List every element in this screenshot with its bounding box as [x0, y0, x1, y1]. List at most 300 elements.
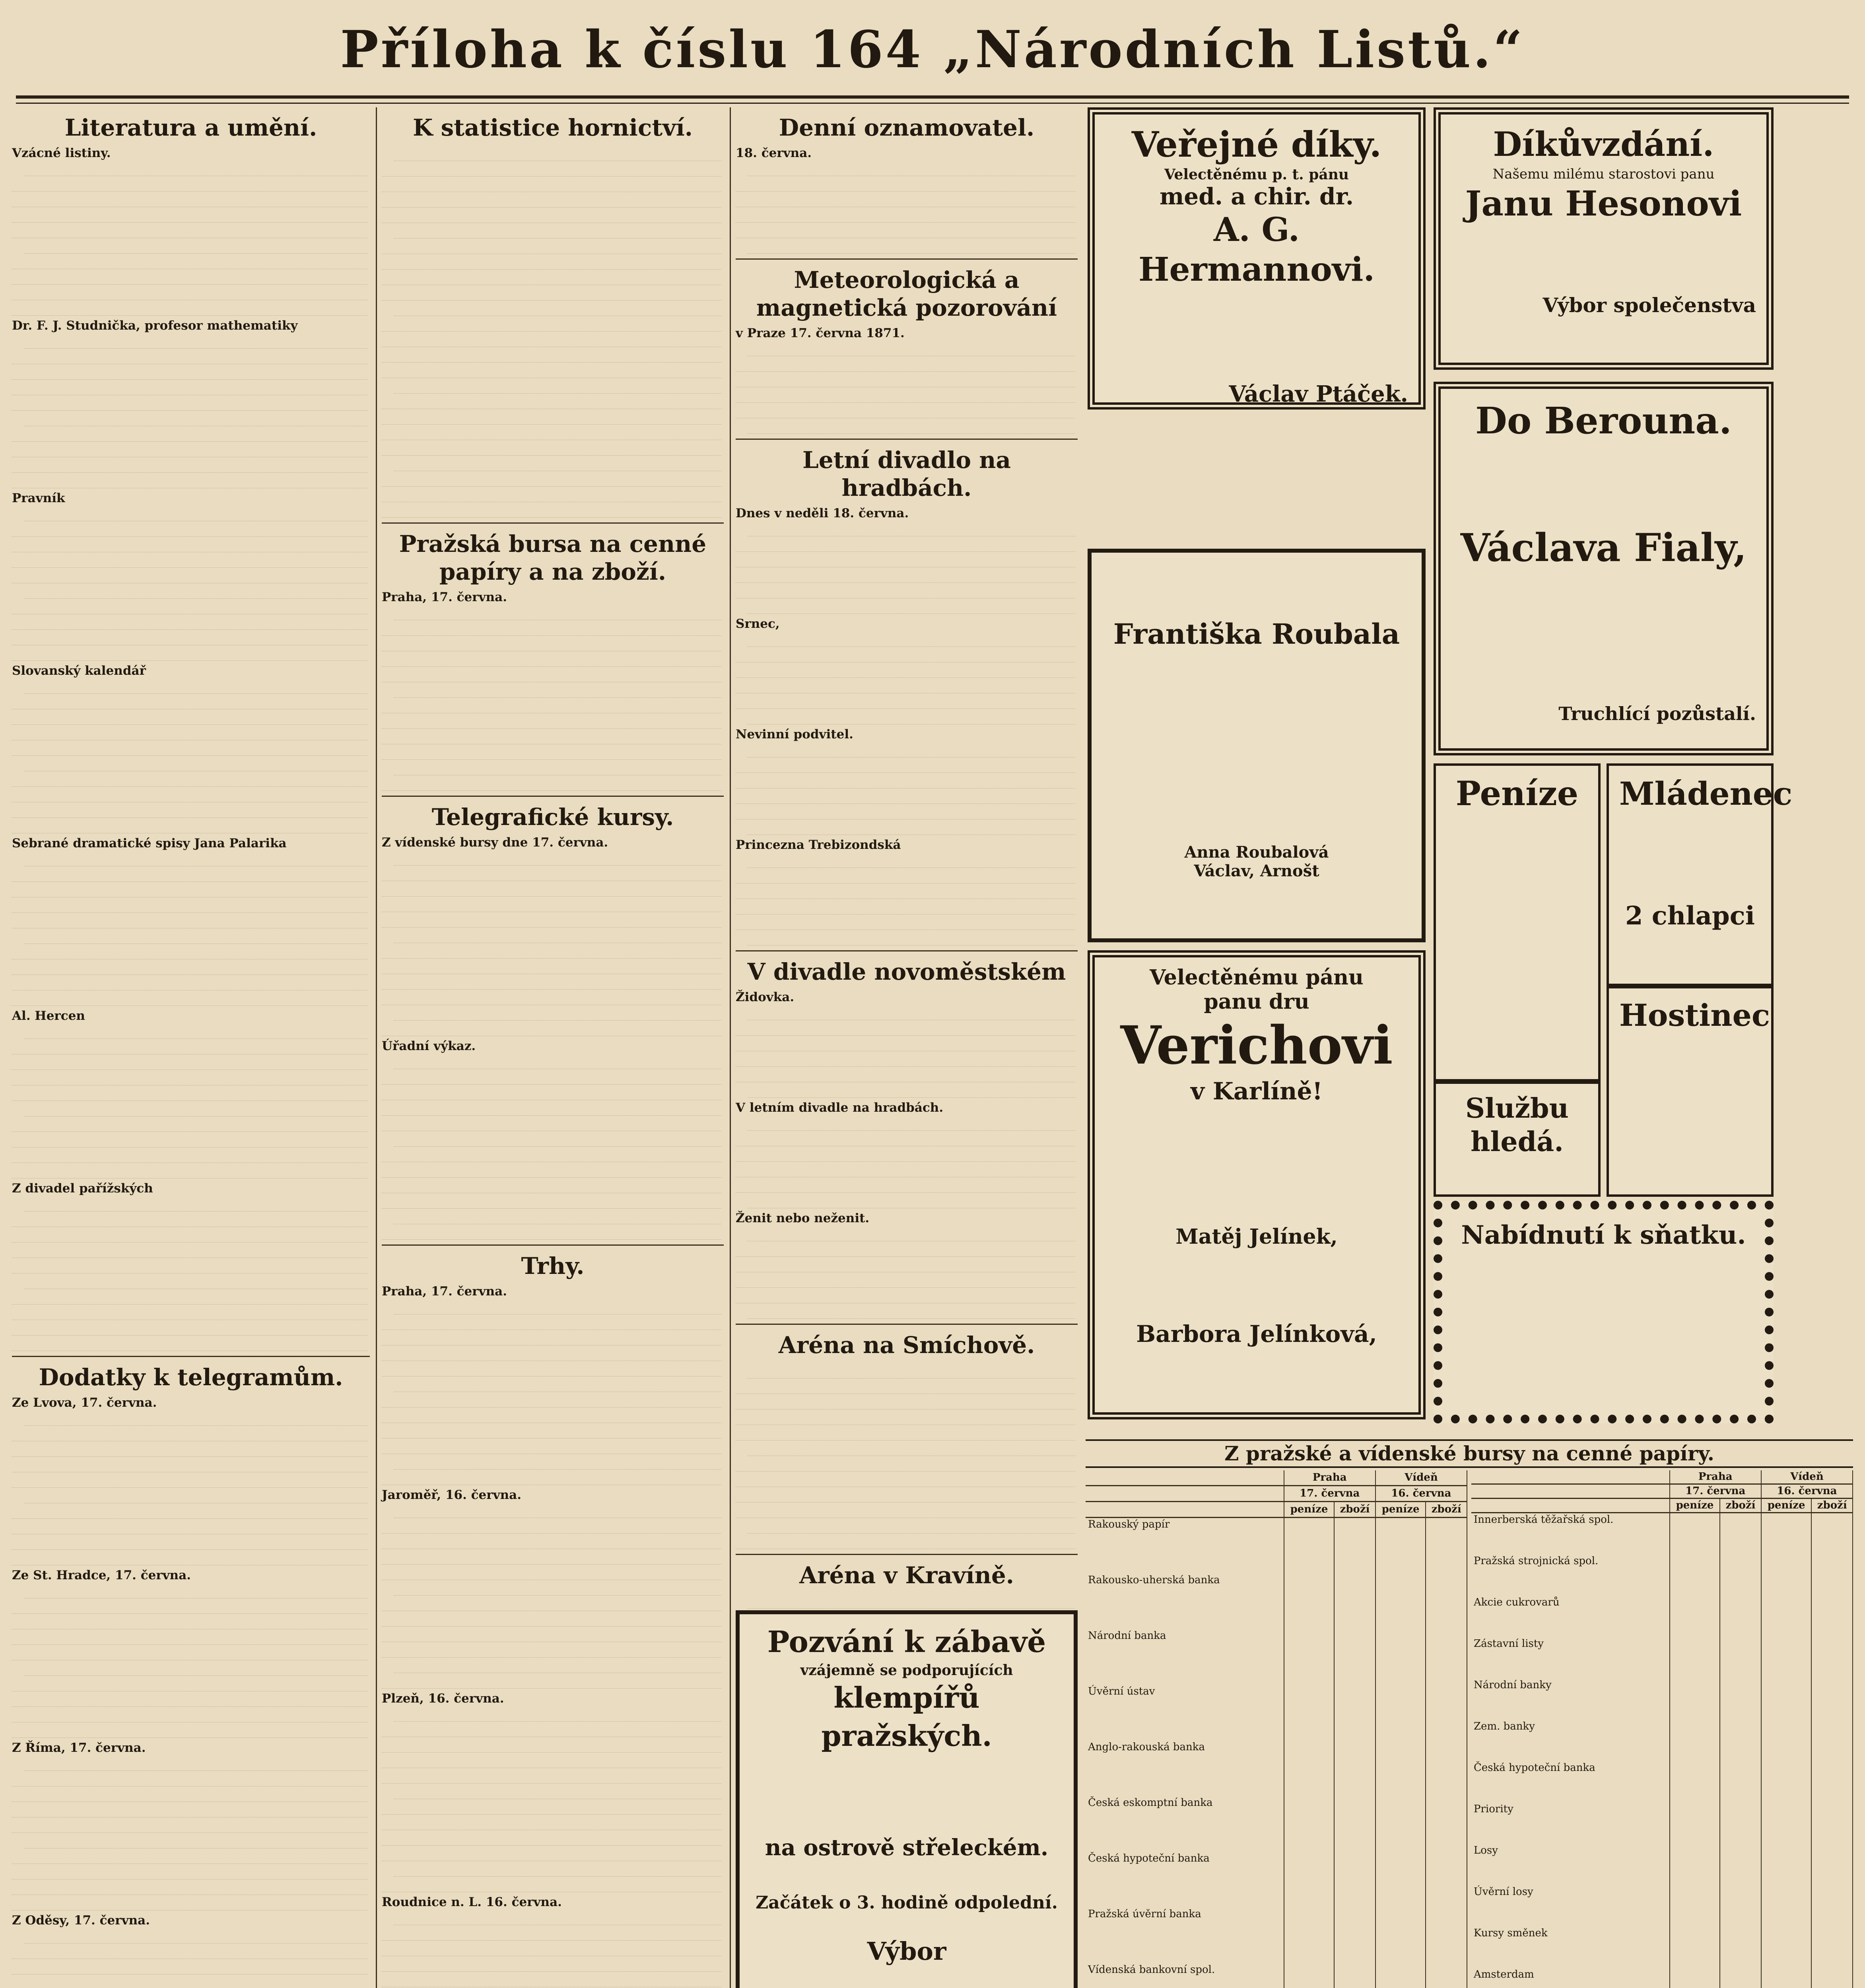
text-line: [12, 1441, 367, 1457]
ad-body: [1619, 813, 1761, 901]
text-line: [382, 1330, 721, 1345]
text-line: [382, 1162, 721, 1178]
text-line: [748, 1363, 1075, 1378]
text-line: [382, 1722, 721, 1737]
table-row: [1086, 1852, 1467, 1908]
text-line: [12, 645, 367, 661]
article-lead: Dnes v neděli 18. června.: [736, 506, 909, 520]
text-line: [382, 1147, 721, 1162]
text-line: [12, 1472, 367, 1488]
text-line: [12, 897, 367, 913]
text-line: [12, 442, 367, 457]
section-heading: Aréna v Kravíně.: [799, 1562, 1014, 1589]
text-line: [382, 409, 721, 425]
text-line: [736, 1131, 1075, 1146]
text-line: [382, 1799, 721, 1815]
row-label: Innerberská těžařská spol.: [1471, 1513, 1670, 1555]
text-line: [12, 1320, 367, 1336]
text-line: [736, 1503, 1075, 1518]
text-line: [382, 1565, 721, 1580]
text-line: [12, 630, 367, 645]
text-line: [382, 1627, 721, 1642]
text-line: [24, 1583, 367, 1598]
col-subheader: zboží: [1334, 1501, 1375, 1517]
bursa-table-area: [1086, 1435, 1853, 1988]
ad-signature: Matěj Jelínek,: [1175, 1225, 1338, 1249]
text-line: [12, 223, 367, 238]
text-line: [12, 1534, 367, 1550]
ad-subtitle: vzájemně se podporujících: [800, 1662, 1013, 1679]
section-heading: Aréna na Smíchově.: [778, 1332, 1035, 1359]
text-line: [394, 1580, 721, 1596]
article-lead: Z vídenské bursy dne 17. června.: [382, 835, 608, 850]
article-lead: Židovka.: [736, 990, 795, 1004]
text-line: [736, 1425, 1075, 1441]
text-line: [24, 851, 367, 866]
text-line: [748, 1518, 1075, 1534]
ad-mladenec: [1607, 763, 1793, 986]
text-line: [12, 1802, 367, 1817]
text-line: [382, 974, 721, 990]
text-line: [12, 1039, 367, 1054]
text-line: [736, 583, 1075, 598]
col-subheader: zboží: [1720, 1499, 1761, 1513]
text-line: [382, 1408, 721, 1423]
table-row: [1471, 1596, 1853, 1637]
row-label: Anglo-rakouská banka: [1086, 1741, 1284, 1796]
text-line: [382, 1392, 721, 1408]
text-line: [736, 678, 1075, 693]
section-heading: Telegrafické kursy.: [431, 804, 674, 831]
text-line: [394, 378, 721, 394]
row-label: Rakousko-uherská banka: [1086, 1574, 1284, 1629]
article-lead: Nevinní podvitel.: [736, 727, 853, 742]
text-line: [12, 614, 367, 630]
text-line: [12, 1227, 367, 1242]
section-divider: [736, 1554, 1078, 1555]
text-line: [382, 239, 721, 254]
text-line: [12, 1116, 367, 1132]
text-line: [748, 238, 1075, 254]
text-line: [736, 176, 1075, 192]
section-divider: [12, 1356, 370, 1357]
text-line: [12, 866, 367, 882]
text-line: [736, 567, 1075, 583]
text-line: [382, 316, 721, 332]
text-line: [394, 1209, 721, 1224]
text-line: [12, 457, 367, 473]
text-line: [24, 1928, 367, 1943]
table-row: [1471, 1885, 1853, 1927]
text-line: [12, 1707, 367, 1722]
text-line: [736, 773, 1075, 788]
text-line: [12, 176, 367, 192]
text-line: [736, 387, 1075, 403]
text-line: [394, 1054, 721, 1069]
text-line: [382, 1193, 721, 1209]
text-line: [382, 1178, 721, 1193]
ad-snatek: [1434, 1201, 1774, 1423]
text-line: [748, 1115, 1075, 1131]
text-line: [12, 269, 367, 285]
table-row: [1086, 1518, 1467, 1574]
text-line: [382, 177, 721, 192]
article-lead: Dr. F. J. Studnička, profesor mathematiky: [12, 318, 298, 333]
text-line: [736, 1378, 1075, 1394]
row-label: Pražská strojnická spol.: [1471, 1555, 1670, 1596]
text-line: [748, 1303, 1075, 1319]
table-row: [1471, 1679, 1853, 1720]
table-row: [1471, 1761, 1853, 1803]
table-row: [1471, 1927, 1853, 1968]
text-line: [382, 651, 721, 667]
text-line: [382, 1470, 721, 1485]
text-line: [394, 928, 721, 943]
ad-body: [1105, 289, 1408, 381]
row-label: Kursy směnek: [1471, 1927, 1670, 1968]
text-line: [24, 1274, 367, 1289]
text-line: [12, 285, 367, 300]
column-divider: [730, 107, 731, 1988]
text-line: [12, 473, 367, 488]
article-lead: Úřadní výkaz.: [382, 1039, 476, 1053]
text-line: [12, 1943, 367, 1959]
text-line: [24, 1660, 367, 1676]
text-line: [748, 341, 1075, 356]
text-line: [24, 1196, 367, 1211]
article-lead: Ženit nebo neženit.: [736, 1211, 870, 1225]
text-line: [12, 1426, 367, 1441]
ad-roubala: [1088, 549, 1426, 942]
ad-signature: Výbor společenstva: [1543, 293, 1756, 317]
article-lead: Pravník: [12, 491, 65, 505]
text-line: [12, 207, 367, 223]
ad-line: Našemu milému starostovi panu: [1492, 166, 1715, 182]
text-line: [382, 425, 721, 440]
text-line: [382, 161, 721, 177]
text-line: [736, 693, 1075, 709]
ad-body: [1105, 1105, 1408, 1225]
text-line: [748, 1005, 1075, 1020]
text-line: [24, 506, 367, 521]
article-lead: Praha, 17. června.: [382, 590, 507, 604]
text-line: [12, 1895, 367, 1910]
article-lead: Roudnice n. L. 16. června.: [382, 1895, 562, 1909]
text-line: [12, 426, 367, 442]
text-line: [382, 1830, 721, 1846]
table-row: [1471, 1513, 1853, 1555]
text-line: [394, 1454, 721, 1470]
ad-title: Hostinec: [1619, 998, 1770, 1033]
text-line: [382, 1815, 721, 1830]
text-line: [12, 521, 367, 537]
ad-start: Začátek o 3. hodině odpolední.: [756, 1893, 1058, 1913]
text-line: [394, 1131, 721, 1147]
text-line: [24, 1488, 367, 1503]
text-line: [12, 380, 367, 395]
col-date: 17. června: [1284, 1485, 1375, 1501]
text-line: [394, 1503, 721, 1518]
ad-line: Velectěnému pánu: [1150, 965, 1364, 990]
text-line: [382, 502, 721, 518]
table-row: [1471, 1637, 1853, 1679]
text-line: [12, 1645, 367, 1660]
text-line: [12, 1085, 367, 1101]
text-line: [24, 1101, 367, 1116]
text-line: [382, 1224, 721, 1240]
ad-hostinec: [1607, 986, 1774, 1197]
text-line: [382, 1100, 721, 1116]
article-lead: Ze St. Hradce, 17. června.: [12, 1568, 191, 1582]
text-line: [12, 882, 367, 897]
article-lead: Princezna Trebizondská: [736, 838, 901, 852]
section-divider: [382, 522, 724, 524]
text-line: [394, 605, 721, 620]
col-subheader: zboží: [1426, 1501, 1467, 1517]
row-label: Priority: [1471, 1803, 1670, 1844]
text-line: [12, 709, 367, 725]
article-lead: Ze Lvova, 17. června.: [12, 1396, 157, 1410]
text-line: [12, 1550, 367, 1565]
text-line: [736, 1051, 1075, 1067]
bursa-title: Z pražské a vídenské bursy na cenné papíry.: [1086, 1439, 1853, 1468]
bursa-table-right: [1471, 1470, 1853, 1988]
text-line: [736, 1288, 1075, 1303]
text-line: [12, 395, 367, 411]
text-line: [382, 1116, 721, 1131]
text-line: [12, 1959, 367, 1974]
text-line: [394, 1005, 721, 1021]
ad-subtitle: 2 chlapci: [1625, 901, 1755, 931]
text-line: [12, 725, 367, 740]
text-line: [12, 694, 367, 709]
text-line: [748, 418, 1075, 434]
text-line: [382, 1846, 721, 1861]
text-line: [12, 254, 367, 269]
text-line: [394, 1658, 721, 1673]
ad-body: [1102, 561, 1411, 616]
text-line: [382, 1069, 721, 1085]
text-line: [748, 742, 1075, 757]
ad-title: Nabídnutí k sňatku.: [1461, 1220, 1746, 1250]
col-subheader: peníze: [1375, 1501, 1426, 1517]
text-line: [748, 631, 1075, 647]
text-line: [748, 1226, 1075, 1241]
row-label: Úvěrní ústav: [1086, 1685, 1284, 1741]
text-line: [24, 756, 367, 771]
bursa-table-left: [1086, 1470, 1467, 1988]
text-line: [382, 1021, 721, 1036]
text-line: [24, 161, 367, 176]
text-line: [12, 300, 367, 316]
text-line: [382, 912, 721, 928]
article-lead: Z divadel pařížských: [12, 1181, 153, 1196]
ad-title: Peníze: [1455, 774, 1579, 813]
text-line: [736, 757, 1075, 773]
text-line: [394, 456, 721, 471]
text-line: [382, 1085, 721, 1100]
table-row: [1086, 1741, 1467, 1796]
masthead: [0, 12, 1865, 107]
section-divider: [736, 1324, 1078, 1325]
row-label: Losy: [1471, 1844, 1670, 1885]
text-line: [382, 332, 721, 347]
ad-signature: Výbor: [867, 1937, 946, 1966]
text-line: [382, 254, 721, 270]
text-line: [12, 1786, 367, 1802]
text-line: [24, 1833, 367, 1848]
col-subheader: peníze: [1670, 1499, 1720, 1513]
section-heading: Pražská bursa na cenné papíry a na zboží.: [399, 530, 707, 585]
ad-body: [750, 1913, 1063, 1937]
ad-body: [1451, 445, 1756, 524]
text-line: [736, 1534, 1075, 1549]
ad-body: [1102, 652, 1411, 843]
text-line: [736, 207, 1075, 223]
article-lead: Z Oděsy, 17. června.: [12, 1913, 150, 1928]
ad-title: Veřejné díky.: [1131, 124, 1382, 165]
article-lead: Praha, 17. června.: [382, 1284, 507, 1299]
section-heading: Literatura a umění.: [64, 114, 317, 141]
text-line: [12, 1163, 367, 1178]
row-label: Česká eskomptní banka: [1086, 1796, 1284, 1852]
text-line: [382, 881, 721, 897]
text-line: [12, 1614, 367, 1629]
text-line: [382, 1549, 721, 1565]
text-line: [12, 1147, 367, 1163]
text-line: [12, 1864, 367, 1879]
article-lead: Vzácné listiny.: [12, 146, 111, 160]
text-line: [736, 1456, 1075, 1472]
text-line: [382, 943, 721, 959]
text-line: [12, 1305, 367, 1320]
col-date: 16. června: [1761, 1484, 1853, 1499]
text-line: [12, 1771, 367, 1786]
text-line: [748, 521, 1075, 536]
row-label: Vídenská bankovní spol.: [1086, 1963, 1284, 1988]
article-lead: Z Říma, 17. června.: [12, 1741, 146, 1755]
text-line: [12, 787, 367, 802]
text-line: [12, 771, 367, 787]
ad-signature: Václav Ptáček.: [1229, 381, 1408, 407]
ad-pozvani: [736, 1610, 1078, 1988]
row-label: Národní banka: [1086, 1629, 1284, 1685]
ad-signature: Václav, Arnošt: [1194, 862, 1319, 880]
text-line: [736, 223, 1075, 238]
text-line: [12, 944, 367, 959]
text-line: [12, 1336, 367, 1351]
ad-do-berouna: [1434, 382, 1774, 755]
table-row: [1086, 1685, 1467, 1741]
text-line: [24, 411, 367, 426]
ad-line: panu dru: [1204, 990, 1309, 1014]
text-line: [382, 1345, 721, 1361]
text-line: [12, 1848, 367, 1864]
ad-name: Verichovi: [1120, 1015, 1393, 1076]
col-date: 16. června: [1375, 1485, 1467, 1501]
text-line: [382, 1925, 721, 1941]
text-line: [382, 1518, 721, 1534]
text-line: [394, 301, 721, 316]
text-line: [12, 959, 367, 975]
table-row: [1471, 1720, 1853, 1761]
text-line: [748, 1082, 1075, 1098]
col-header: [1086, 1470, 1284, 1485]
text-line: [382, 1673, 721, 1689]
text-line: [12, 552, 367, 568]
text-line: [736, 1487, 1075, 1503]
text-line: [12, 1974, 367, 1988]
text-line: [12, 349, 367, 364]
ad-body: [750, 1861, 1063, 1893]
text-line: [12, 740, 367, 756]
text-line: [382, 1737, 721, 1753]
text-line: [382, 1596, 721, 1611]
ad-body: [1451, 226, 1756, 293]
text-line: [12, 1722, 367, 1738]
text-line: [736, 192, 1075, 207]
text-line: [382, 713, 721, 729]
ad-name: Františka Roubala: [1113, 617, 1400, 650]
text-line: [382, 1877, 721, 1892]
text-line: [394, 1706, 721, 1722]
text-line: [12, 1676, 367, 1691]
text-line: [382, 959, 721, 974]
ad-signature: Truchlící pozůstalí.: [1558, 703, 1756, 724]
col-date: 17. června: [1670, 1484, 1761, 1499]
text-line: [394, 850, 721, 866]
text-line: [382, 1642, 721, 1658]
text-line: [24, 1410, 367, 1426]
row-label: Česká hypoteční banka: [1086, 1852, 1284, 1908]
text-line: [736, 1394, 1075, 1409]
section-divider: [736, 439, 1078, 440]
ad-name: Janu Hesonovi: [1465, 184, 1742, 224]
text-line: [12, 1258, 367, 1274]
ad-line: med. a chir. dr.: [1159, 183, 1354, 210]
col-header: Vídeň: [1761, 1470, 1853, 1484]
text-line: [736, 1162, 1075, 1177]
row-label: Zem. banky: [1471, 1720, 1670, 1761]
ad-line: Velectěnému p. t. pánu: [1164, 166, 1349, 183]
article-lead: Sebrané dramatické spisy Jana Palarika: [12, 836, 287, 850]
col-header: Praha: [1284, 1470, 1375, 1485]
column-1: [12, 107, 370, 1988]
ad-title: Pozvání k zábavě: [767, 1625, 1046, 1659]
text-line: [12, 1457, 367, 1472]
section-heading: K statistice hornictví.: [413, 114, 693, 141]
text-line: [12, 990, 367, 1006]
text-line: [12, 1817, 367, 1833]
table-row: [1471, 1555, 1853, 1596]
ad-body: [750, 1755, 1063, 1835]
section-divider: [736, 950, 1078, 951]
article-lead: Srnec,: [736, 617, 780, 631]
text-line: [12, 1054, 367, 1070]
ad-dikuvzdani: [1434, 107, 1774, 370]
ad-place: na ostrově střeleckém.: [765, 1835, 1049, 1861]
text-line: [12, 1070, 367, 1085]
text-line: [382, 866, 721, 881]
column-divider: [376, 107, 377, 1988]
text-line: [394, 1861, 721, 1877]
text-line: [12, 1132, 367, 1147]
ad-name: Václava Fialy,: [1460, 525, 1747, 570]
text-line: [12, 568, 367, 583]
article-lead: Jaroměř, 16. června.: [382, 1488, 522, 1502]
text-line: [382, 1314, 721, 1330]
ad-verejne-diky: [1088, 107, 1426, 410]
